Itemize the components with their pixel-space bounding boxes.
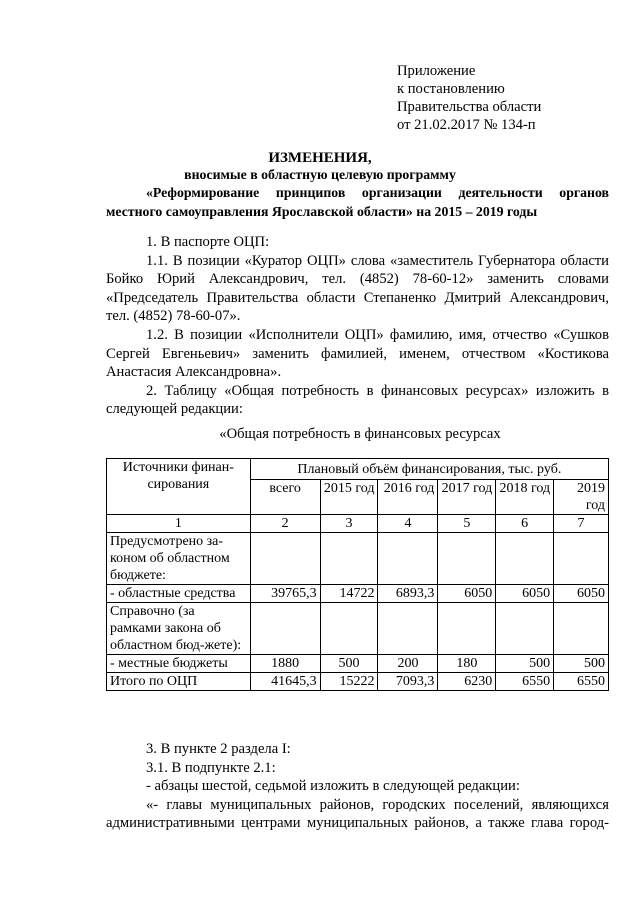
appendix-line: к постановлению xyxy=(397,81,505,97)
header-total: всего xyxy=(250,480,320,515)
cell-value: 6550 xyxy=(496,673,554,691)
column-number: 1 xyxy=(107,515,251,533)
cell-value: 15222 xyxy=(320,673,378,691)
header-source: Источники финан-сирования xyxy=(107,459,251,515)
document-title: ИЗМЕНЕНИЯ, xyxy=(268,150,372,166)
table-row xyxy=(107,655,609,673)
header-year: 2019 год xyxy=(554,480,609,515)
row-label: Предусмотрено за-коном об областном бюджете: xyxy=(107,533,251,585)
cell-value: 6050 xyxy=(438,585,496,603)
cell-value: 41645,3 xyxy=(250,673,320,691)
column-number-row xyxy=(107,515,609,533)
header-year: 2016 год xyxy=(378,480,438,515)
row-label: - местные бюджеты xyxy=(107,655,251,673)
cell-value: 39765,3 xyxy=(250,585,320,603)
appendix-line: от 21.02.2017 № 134-п xyxy=(397,117,536,133)
program-name xyxy=(106,183,609,221)
cell-value: 14722 xyxy=(320,585,378,603)
paragraph: 3.1. В подпункте 2.1: xyxy=(146,759,276,776)
cell-value: 6050 xyxy=(496,585,554,603)
body-section-1 xyxy=(106,233,609,419)
paragraph: «- главы муниципальных районов, городских поселений, являющихся xyxy=(146,796,609,813)
cell-value: 200 xyxy=(378,655,438,673)
header-planned: Плановый объём финансирования, тыс. руб. xyxy=(250,459,608,480)
paragraph: административными центрами муниципальных районов, а также глава город- xyxy=(106,815,609,832)
appendix-line: Правительства области xyxy=(397,99,542,115)
column-number: 3 xyxy=(320,515,378,533)
column-number: 6 xyxy=(496,515,554,533)
header-year: 2017 год xyxy=(438,480,496,515)
body-section-3 xyxy=(106,740,609,833)
financing-table xyxy=(106,458,609,691)
paragraph: 2. Таблицу «Общая потребность в финансовых ресурсах» изложить в следующей редакции: xyxy=(106,382,609,418)
column-number: 5 xyxy=(438,515,496,533)
table-title: «Общая потребность в финансовых ресурсах xyxy=(219,426,501,442)
table-row-total xyxy=(107,673,609,691)
cell-value: 500 xyxy=(554,655,609,673)
appendix-line: Приложение xyxy=(397,63,476,79)
cell-value: 6893,3 xyxy=(378,585,438,603)
program-name-line: местного самоуправления Ярославской области» на 2015 – 2019 годы xyxy=(106,204,538,219)
cell-value: 6550 xyxy=(554,673,609,691)
cell-value: 6050 xyxy=(554,585,609,603)
cell-value: 500 xyxy=(496,655,554,673)
header-year: 2018 год xyxy=(496,480,554,515)
row-label: Итого по ОЦП xyxy=(107,673,251,691)
row-label: Справочно (за рамками закона об областном бюд-жете): xyxy=(107,603,251,655)
cell-value: 180 xyxy=(438,655,496,673)
column-number: 7 xyxy=(554,515,609,533)
table-row xyxy=(107,585,609,603)
table-row xyxy=(107,533,609,585)
row-label: - областные средства xyxy=(107,585,251,603)
table-row xyxy=(107,603,609,655)
column-number: 4 xyxy=(378,515,438,533)
paragraph: 1.1. В позиции «Куратор ОЦП» слова «заместитель Губернатора области Бойко Юрий Александрович, тел. (4852) 78-60-12» заменить словами «Председатель Правительства области Степаненко Дмитрий Александрович, тел. (4852) 78-60-07». xyxy=(106,252,609,325)
paragraph: 1.2. В позиции «Исполнители ОЦП» фамилию, имя, отчество «Сушков Сергей Евгеньевич» заменить фамилией, именем, отчеством «Костикова Анастасия Александровна». xyxy=(106,326,609,381)
cell-value: 6230 xyxy=(438,673,496,691)
document-subtitle: вносимые в областную целевую программу xyxy=(184,167,456,182)
program-name-line: «Реформирование принципов организации деятельности органов xyxy=(146,185,609,200)
paragraph: - абзацы шестой, седьмой изложить в следующей редакции: xyxy=(146,778,520,795)
paragraph: 3. В пункте 2 раздела I: xyxy=(146,741,291,757)
cell-value: 7093,3 xyxy=(378,673,438,691)
paragraph: 1. В паспорте ОЦП: xyxy=(146,234,270,250)
cell-value: 500 xyxy=(320,655,378,673)
appendix-block xyxy=(397,62,541,134)
cell-value: 1880 xyxy=(250,655,320,673)
column-number: 2 xyxy=(250,515,320,533)
header-year: 2015 год xyxy=(320,480,378,515)
